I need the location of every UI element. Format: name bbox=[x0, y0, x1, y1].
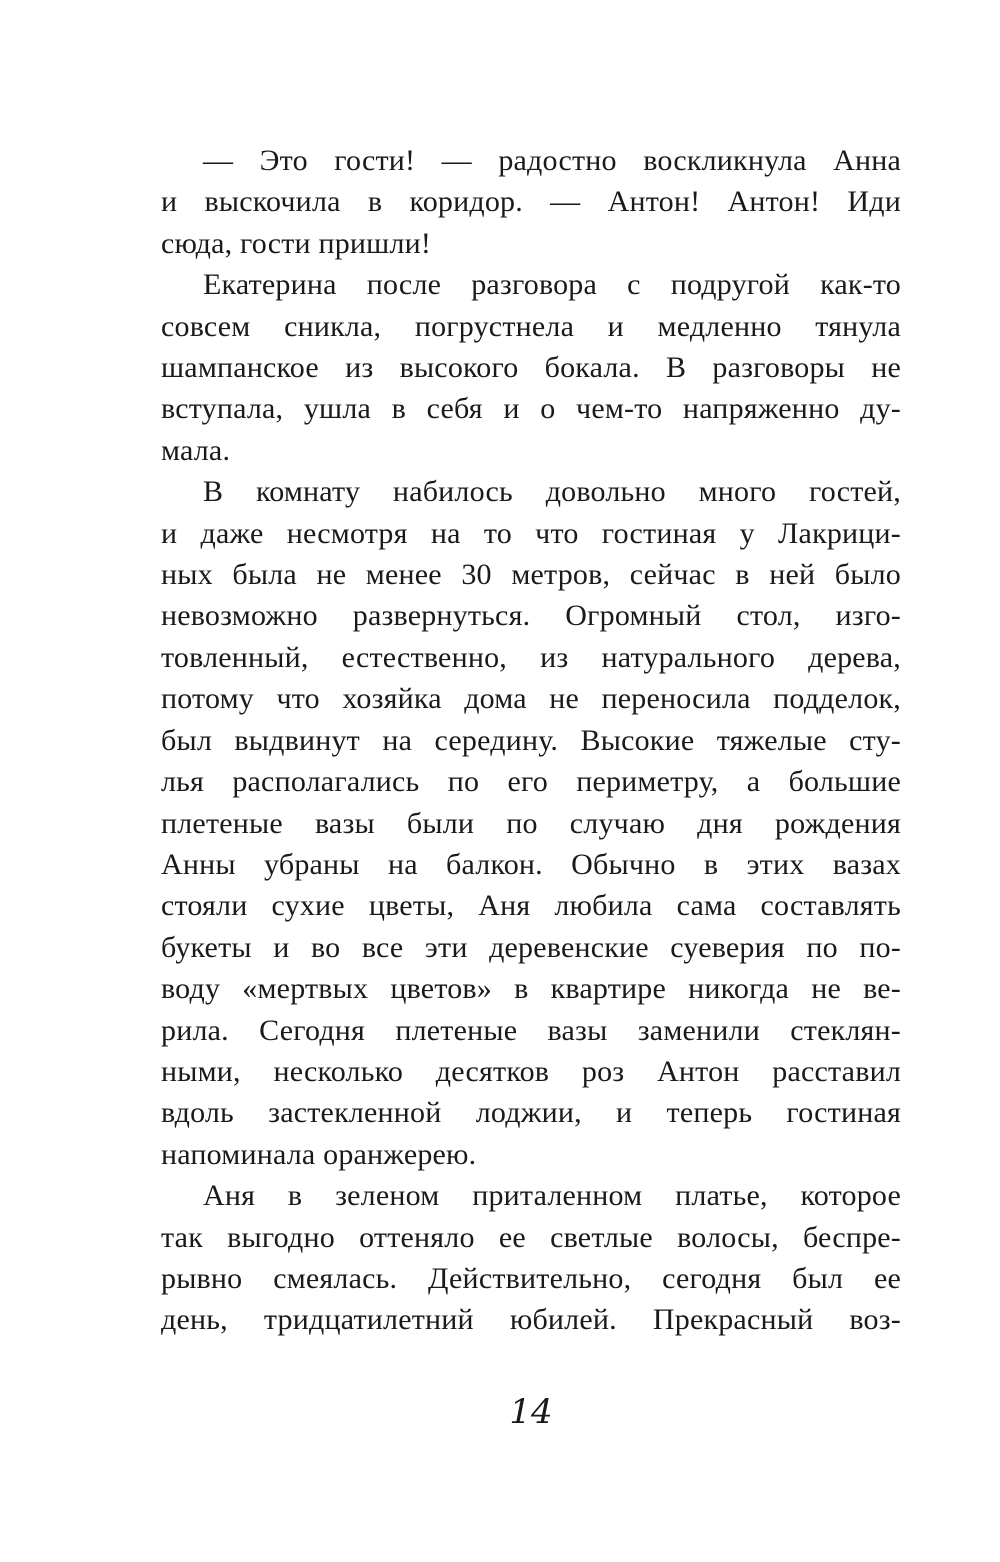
text-line: сюда, гости пришли! bbox=[161, 226, 432, 260]
paragraph bbox=[161, 140, 901, 264]
text-line: плетеные вазы были по случаю дня рождения bbox=[161, 806, 901, 840]
text-line: Аня в зеленом приталенном платье, которое bbox=[203, 1179, 901, 1213]
paragraph bbox=[161, 264, 901, 471]
text-line: — Это гости! — радостно воскликнула Анна bbox=[203, 144, 901, 177]
text-line: невозможно развернуться. Огромный стол, изго- bbox=[161, 599, 901, 633]
text-line: шампанское из высокого бокала. В разговоры не bbox=[161, 351, 901, 385]
text-line: Екатерина после разговора с подругой как-то bbox=[203, 268, 901, 302]
text-line: и выскочила в коридор. — Антон! Антон! Иди bbox=[161, 185, 901, 219]
text-line: стояли сухие цветы, Аня любила сама составлять bbox=[161, 889, 901, 923]
text-line: и даже несмотря на то что гостиная у Лакрици- bbox=[161, 516, 901, 550]
text-line: мала. bbox=[161, 433, 231, 467]
text-line: Анны убраны на балкон. Обычно в этих вазах bbox=[161, 847, 901, 881]
text-line: ными, несколько десятков роз Антон расставил bbox=[161, 1054, 901, 1088]
text-line: рила. Сегодня плетеные вазы заменили стеклян- bbox=[161, 1013, 901, 1047]
text-line: ных была не менее 30 метров, сейчас в ней было bbox=[161, 558, 901, 592]
page-number: 14 bbox=[509, 1392, 553, 1432]
text-line: букеты и во все эти деревенские суеверия по по- bbox=[161, 930, 901, 964]
text-line: потому что хозяйка дома не переносила подделок, bbox=[161, 682, 901, 716]
text-line: В комнату набилось довольно много гостей, bbox=[203, 475, 901, 509]
text-line: вступала, ушла в себя и о чем-то напряженно ду- bbox=[161, 392, 901, 426]
text-line: день, тридцатилетний юбилей. Прекрасный воз- bbox=[161, 1303, 901, 1337]
text-line: лья располагались по его периметру, а большие bbox=[161, 765, 901, 799]
text-line: рывно смеялась. Действительно, сегодня был ее bbox=[161, 1261, 901, 1295]
text-line: воду «мертвых цветов» в квартире никогда не ве- bbox=[161, 972, 901, 1006]
paragraph bbox=[161, 1175, 901, 1341]
text-line: так выгодно оттеняло ее светлые волосы, беспре- bbox=[161, 1220, 901, 1254]
page-text bbox=[161, 140, 901, 1341]
text-line: вдоль застекленной лоджии, и теперь гостиная bbox=[161, 1096, 901, 1130]
text-line: товленный, естественно, из натурального дерева, bbox=[161, 640, 901, 674]
text-line: напоминала оранжерею. bbox=[161, 1137, 477, 1171]
paragraph bbox=[161, 471, 901, 1175]
text-line: совсем сникла, погрустнела и медленно тянула bbox=[161, 309, 901, 343]
text-line: был выдвинут на середину. Высокие тяжелые сту- bbox=[161, 723, 901, 757]
